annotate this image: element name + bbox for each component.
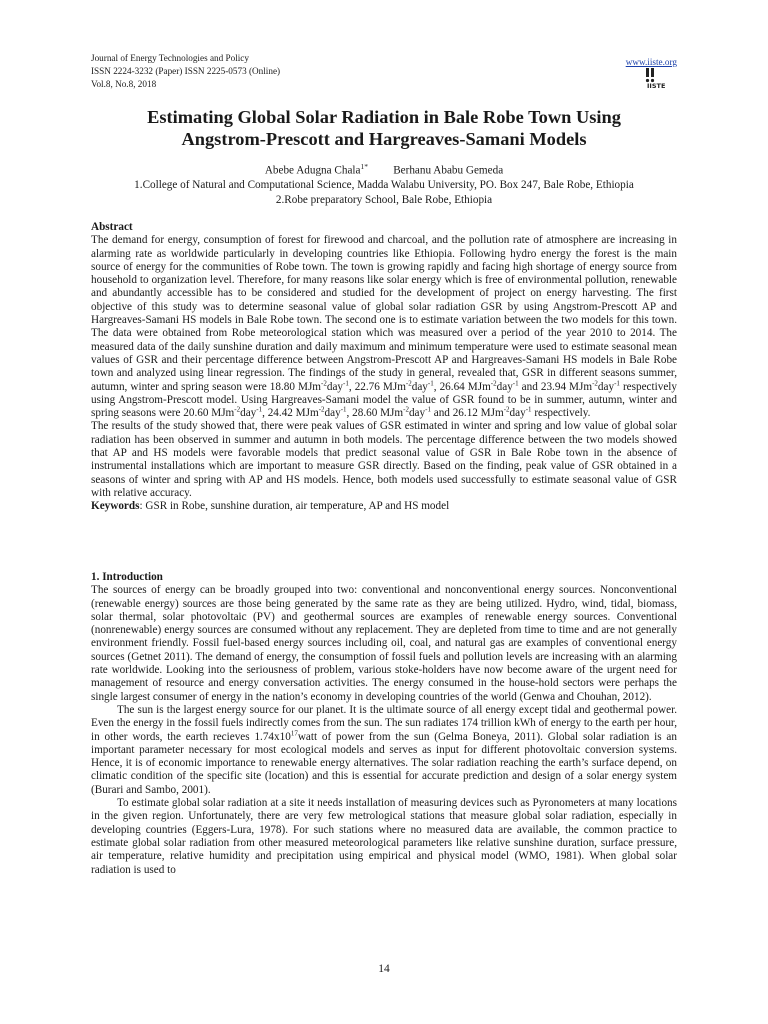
abstract-paragraph-2: The results of the study showed that, there were peak values of GSR estimated in winter and spring and low value of global solar radiation has been observed in summer and autumn in both models. The percentage difference between the two models showed that AP and HS models were favorable models that predict seasonal value of GSR in Bale Robe town in the absence of instrumental installations which are important to measure GSR directly. Based on the finding, peak value of GSR obtained in a seasons of winter and spring with AP and HS models. Hence, both models used successfully to estimate seasonal value of GSR with relative accuracy.: [91, 420, 677, 499]
keywords: [91, 500, 677, 513]
affiliation-1: 1.College of Natural and Computational Science, Madda Walabu University, PO. Box 247, Bale Robe, Ethiopia: [134, 179, 634, 191]
keywords-label: Keywords: [91, 500, 140, 513]
abstract-paragraph-1: The demand for energy, consumption of forest for firewood and charcoal, and the pollution rate of atmosphere are increasing in alarming rate as worldwide particularly in developing countries like Ethiopia. Following hydro energy the forest is the main source of energy for the communities of Robe town. The town is growing rapidly and facing high shortage of energy source from household to organization level. Therefore, for many reasons like solar energy which is free of environmental pollution, renewable and abundantly accessible has to be considered and studied for the development of project on energy harvesting. The first objective of this study was to determine seasonal value of global solar radiation GSR by using Angstrom-Prescott AP and Hargreaves-Samani HS models in Bale Robe town. The second one is to estimate variation between the two models for this town. The data were obtained from Robe meteorological station which was measured over a period of the year 2010 to 2014. The measured data of the daily sunshine duration and daily maximum and minimum temperature were used to estimate seasonal mean values of GSR and their percentage difference between Angstrom-Prescott AP and Hargreaves-Samani HS models in Bale Robe town and analyzed using linear regression. The findings of the study in general, revealed that, GSR in different seasons summer, autumn, winter and spring season were 18.80 MJm$^{-2}$day$^{-1}$, 22.76 MJm$^{-2}$day$^{-1}$, 26.64 MJm$^{-2}$day$^{-1}$ and 23.94 MJm$^{-2}$day$^{-1}$ respectively using Angstrom-Prescott model. Using Hargreaves-Samani model the value of GSR found to be in summer, autumn, winter and spring seasons were 20.60 MJm$^{-2}$day$^{-1}$, 24.42 MJm$^{-2}$day$^{-1}$, 28.60 MJm$^{-2}$day$^{-1}$ and 26.12 MJm$^{-2}$day$^{-1}$ respectively.: [91, 234, 677, 420]
svg-text:IISTE: IISTE: [647, 82, 666, 89]
journal-header-right: [597, 52, 677, 89]
paper-title: [70, 106, 698, 150]
introduction-section: [91, 571, 677, 877]
introduction-heading: 1. Introduction: [91, 571, 163, 583]
affiliation-2: 2.Robe preparatory School, Bale Robe, Ethiopia: [275, 194, 493, 206]
introduction-paragraph-3: To estimate global solar radiation at a site it needs installation of measuring devices such as Pyronometers at many locations in the given region. Unfortunately, there are very few metrological stations that measure global solar radiation, especially in developing countries (Eggers-Lura, 1978). For such stations where no measured data are available, the common practice to estimate global solar radiation from other measured meteorological parameters like relative sunshine duration, surface pressure, air temperature, relative humidity and precipitation using empirical and physical model (WMO, 1981). When global solar radiation is used to: [91, 797, 677, 876]
author-1-marker: 1*: [360, 162, 369, 171]
introduction-paragraph-1: The sources of energy can be broadly grouped into two: conventional and nonconventional energy sources. Nonconventional (renewable energy) sources are those being generated by the same rate as they are being utilized. Hydro, wind, tidal, biomass, solar thermal, solar photovoltaic (PV) and geothermal sources are examples of renewable energy sources. Conventional (nonrenewable) energy sources are consumed without any replacement. They are depleted from time to time and are not generally environment friendly. Fossil fuel-based energy sources including oil, coal, and natural gas are examples of conventional energy sources (Getnet 2011). The demand of energy, the consumption of fossil fuels and pollution levels are increasing with an alarming rate worldwide. Looking into the seriousness of problem, various stoke-holders have now become aware of the urgent need for management of resource and energy conversation activities. The energy consumed in the house-hold sectors were perhaps the single largest consumer of energy in the nation’s economy in developing countries of the world (Genwa and Chouhan, 2012).: [91, 584, 677, 703]
title-line-2: Angstrom-Prescott and Hargreaves-Samani Models: [181, 129, 587, 149]
authors: [70, 159, 698, 179]
iiste-logo-icon: [645, 67, 675, 89]
journal-header: [91, 52, 280, 91]
abstract-section: [91, 221, 677, 514]
author-1: Abebe Adugna Chala: [264, 164, 361, 177]
title-line-1: Estimating Global Solar Radiation in Bale Robe Town Using: [147, 107, 621, 127]
journal-url[interactable]: www.iiste.org: [625, 57, 677, 67]
journal-issn: ISSN 2224-3232 (Paper) ISSN 2225-0573 (Online): [91, 66, 281, 76]
abstract-heading: Abstract: [91, 221, 133, 233]
keywords-list: : GSR in Robe, sunshine duration, air temperature, AP and HS model: [139, 500, 450, 513]
author-2: Berhanu Ababu Gemeda: [393, 164, 504, 177]
introduction-paragraph-2: The sun is the largest energy source for our planet. It is the ultimate source of all energy except tidal and geothermal power. Even the energy in the fossil fuels indirectly comes from the sun. The sun radiates 174 trillion kWh of energy to the earth per hour, in other words, the earth recieves $1.74x10^{17}watt$ of power from the sun (Gelma Boneya, 2011). Global solar radiation is an important parameter necessary for most ecological models and serves as input for different photovoltaic conversion systems. Hence, it is of economic importance to renewable energy alternatives. The solar radiation reaching the earth’s surface depend, on climatic condition of the specific site (location) and this is essential for accurate prediction and design of a solar energy system (Burari and Sambo, 2001).: [91, 703, 677, 796]
journal-name: Journal of Energy Technologies and Policy: [91, 53, 249, 63]
journal-volume: Vol.8, No.8, 2018: [91, 79, 157, 89]
page-number: 14: [378, 963, 390, 975]
